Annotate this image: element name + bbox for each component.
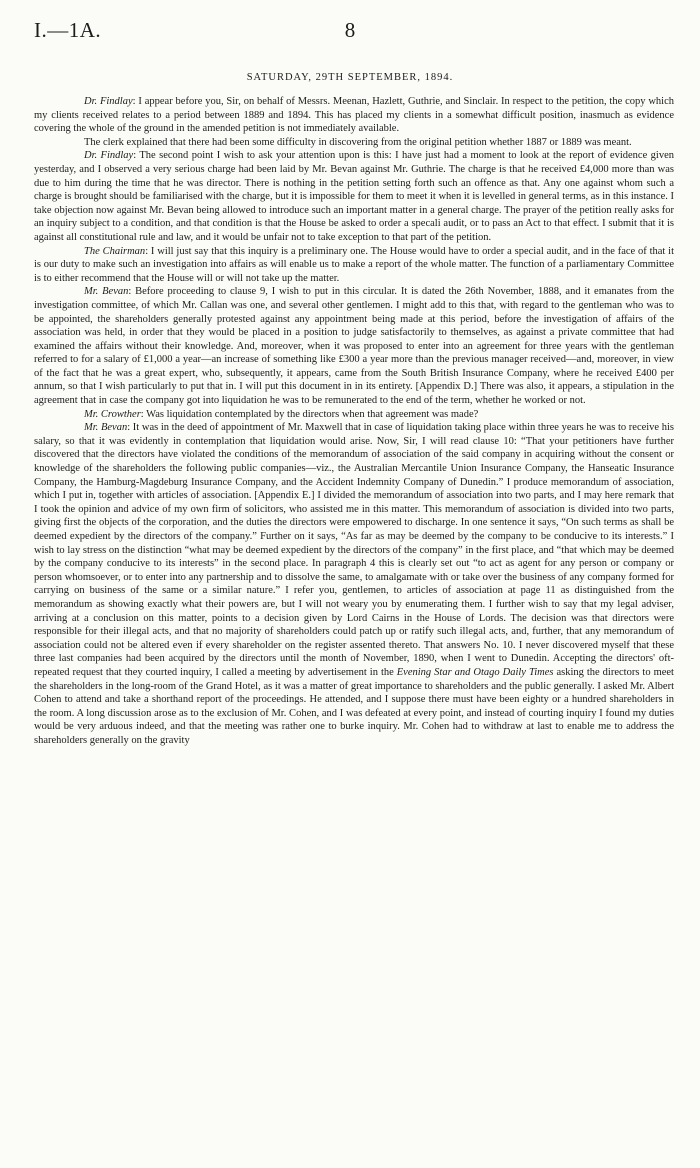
paragraph-text: : The second point I wish to ask your attention upon is this: I have just had a moment to look at the report of evidence given yesterday, and I observed a very serious charge had been laid by Mr. Bevan against Mr. Guthrie. The charge is that he received £4,000 more than was due to him during the time that he was director. There is nothing in the petition setting forth such an offence as that. Any one against whom such a charge is brought should be familiarised with the charge, but it is impossible for them to meet it when it is levelled in general terms, as in this instance. I take objection now against Mr. Bevan being allowed to introduce such an important matter in a general charge. The prayer of the petition really asks for an inquiry subject to a condition, and that condition is that the House be asked to order a specali audit, or to pass an Act to that effect. I submit that it is against all constitutional rule and law, and it would be unfair not to take exception to that part of the petition. — [34, 150, 674, 243]
paragraph-text: : Before proceeding to clause 9, I wish to put in this circular. It is dated the 26th November, 1888, and it emanates from the investigation committee, of which Mr. Callan was one, and several other gentlemen. I might add to this that, with regard to the gentleman who was to be appointed, the shareholders generally protested against any appointment being made at this period, before the investigation of affairs of the association was held, in order that they would be placed in a position to judge satisfactorily to themselves, as against a private committee that had examined the affairs without their knowledge. And, moreover, when it was proposed to enter into an agreement for three years with the gentleman referred to for a salary of £1,000 a year—an increase of something like £300 a year more than the previous manager received—and, moreover, in view of the fact that he was a great expert, who, subsequently, it appears, came from the South British Insurance Company, where he received £400 per annum, so that I wish particularly to put that in. I will put this document in in its entirety. [Appendix D.] There was also, it appears, a stipulation in the agreement that in case the company got into liquidation he was to be remunerated to the end of the term, whether he worked or not. — [34, 286, 675, 407]
paragraph-2 — [34, 136, 674, 150]
page-number: 8 — [344, 18, 356, 42]
session-date: SATURDAY, 29TH SEPTEMBER, 1894. — [246, 72, 454, 83]
paragraph-text: The clerk explained that there had been some difficulty in discovering from the original petition whether 1887 or 1889 was meant. — [84, 136, 632, 148]
speaker: Dr. Findlay — [84, 96, 133, 107]
paragraph-7 — [34, 421, 674, 747]
speaker: Mr. Bevan — [84, 422, 128, 434]
page-header — [34, 10, 666, 50]
paragraph-3 — [34, 149, 674, 244]
paragraph-5 — [34, 285, 674, 407]
paragraph-text: : I will just say that this inquiry is a preliminary one. The House would have to order a special audit, and in the face of that it is our duty to make such an investigation into affairs as will enable us to make a report of the whole matter. The function of a parliamentary Committee is to either recommend that the House will or will not take up the matter. — [34, 245, 675, 284]
paragraph-text: : Was liquidation contemplated by the directors when that agreement was made? — [140, 408, 479, 420]
speaker: The Chairman — [84, 245, 146, 257]
parliamentary-reference: I.—1A. — [34, 18, 102, 42]
paragraph-text: : I appear before you, Sir, on behalf of Messrs. Meenan, Hazlett, Guthrie, and Sinclair. In respect to the petition, the copy which my clients received relates to a period between 1889 and 1894. This has placed my clients in a somewhat difficult position, inasmuch as evidence covering the whole of the ground in the amended petition is not immediately available. — [34, 96, 675, 135]
paragraph-4 — [34, 245, 674, 286]
speaker: Mr. Crowther — [84, 408, 141, 420]
paragraph-text: : It was in the deed of appointment of Mr. Maxwell that in case of liquidation taking place within three years he was to receive his salary, so that it was evidently in contemplation that liquidation would arise. Now, Sir, I will read clause 10: “That your petitioners have further discovered that the directors have violated the conditions of the memorandum of association of the said company in acquiring without the consent or knowledge of the shareholders the following public companies—viz., the Australian Mercantile Union Insurance Company, the Hanseatic Insurance Company, the Hamburg-Magdeburg Insurance Company, and the Accident Indemnity Company of Dunedin.” I produce memorandum of association, which I put in, together with articles of association. [Appendix E.] I divided the memorandum of association into two parts, and I may here remark that I took the opinion and advice of my own firm of solicitors, who assisted me in this matter. This memorandum of association is divided into two parts, giving first the objects of the corporation, and the duties the directors were empowered to discharge. In one sentence it says, “On such terms as shall be deemed expedient by the directors of the company.” Further on it says, “As far as may be deemed by the company to be conducive to its interests.” I wish to lay stress on the distinction “what may be deemed expedient by the directors of the company” in the first place, and “that which may be deemed by the company conducive to its interests” in the second place. In paragraph 4 this is clearly set out “to act as agent for any person or company or person whomsoever, or to enter into any partnership and to dissolve the same, to amalgamate with or take over the business of any company formed for carrying on business of the same or a similar nature.” I refer you, gentlemen, to articles of association at page 11 as distinguished from the memorandum as showing exactly what their powers are, but I will not weary you by enumerating them. I further wish to say that my legal adviser, arriving at a conclusion on this matter, points to a decision given by Lord Cairns in the House of Lords. The decision was that directors were responsible for their illegal acts, and that no majority of shareholders could patch up or ratify such illegal acts, and, further, that any memorandum of association could not be altered even if every shareholder on the register assented thereto. That answers No. 10. I never discovered myself that these three last companies had been acquired by the directors until the month of November, 1890, when I went to Dunedin. Accepting the directors' oft-repeated request that they courted inquiry, I called a meeting by advertisement in the — [34, 422, 675, 678]
document-body — [34, 95, 674, 748]
paragraph-text-continued: asking the directors to meet the shareholders in the long-room of the Grand Hotel, as it was a matter of great importance to shareholders and the public generally. I asked Mr. Albert Cohen to attend and take a shorthand report of the proceedings. He attended, and I suppose there must have been eighty or a hundred shareholders in the room. A long discussion arose as to the exclusion of Mr. Cohen, and I was defeated at every point, and instead of courting inquiry I found my duties would be very arduous indeed, and that the meeting was rather one to burke inquiry. Mr. Cohen had to withdraw at last to enable me to address the shareholders generally on the gravity — [34, 666, 674, 746]
speaker: Mr. Bevan — [84, 286, 129, 298]
paragraph-6 — [34, 408, 674, 422]
newspaper-names: Evening Star and Otago Daily Times — [396, 666, 554, 678]
speaker: Dr. Findlay — [84, 150, 134, 162]
paragraph-1 — [34, 95, 674, 136]
